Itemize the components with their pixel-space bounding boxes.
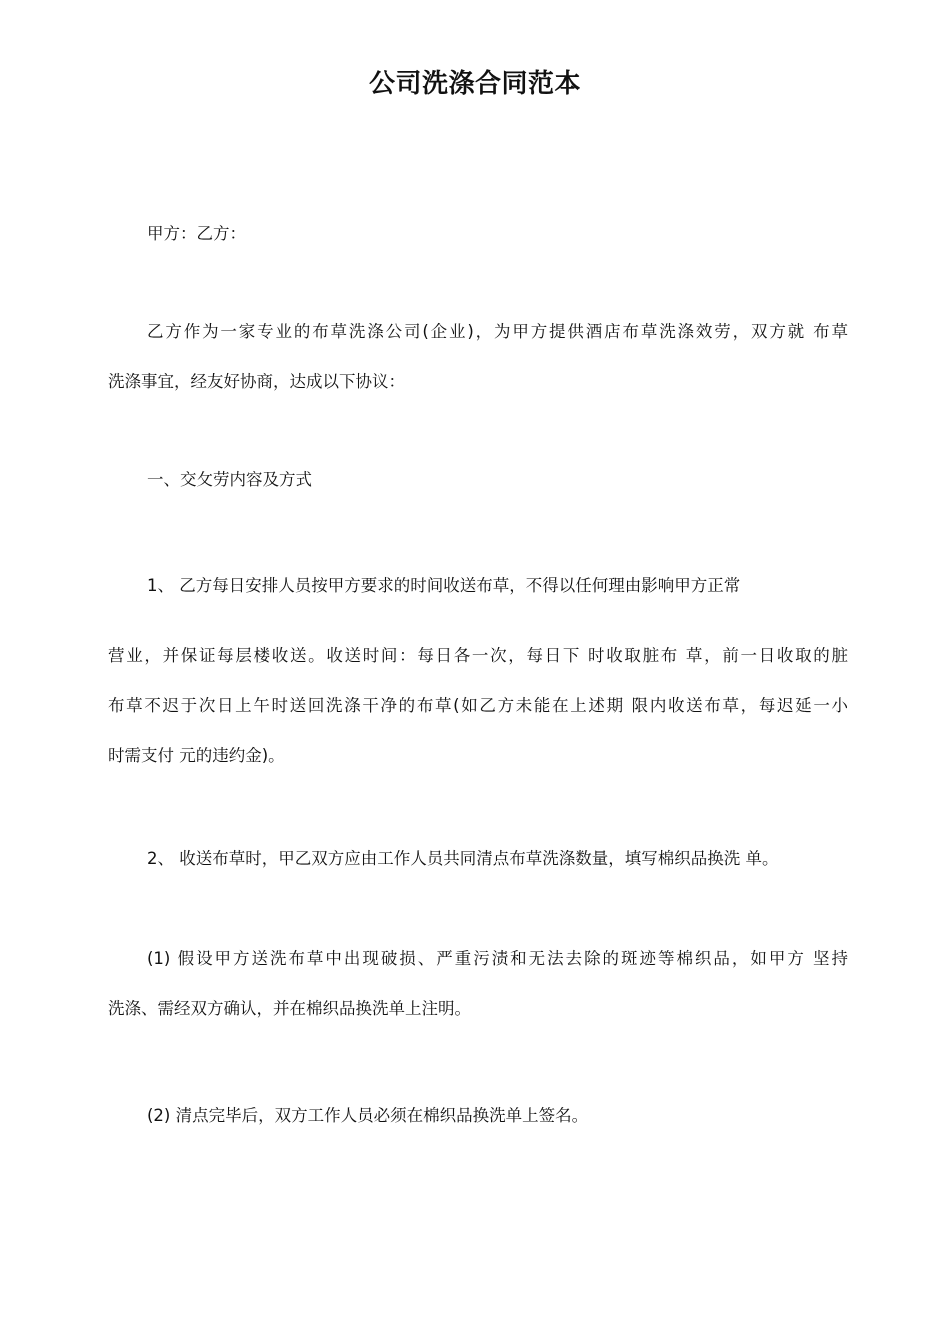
parties-line: 甲方：乙方： — [147, 224, 246, 243]
sub-clause-2: (2) 清点完毕后，双方工作人员必须在棉织品换洗单上签名。 — [147, 1106, 589, 1125]
clause-1-line-1: 1、 乙方每日安排人员按甲方要求的时间收送布草，不得以任何理由影响甲方正常 — [147, 576, 741, 595]
clause-1-line-4: 时需支付 元的违约金)。 — [108, 746, 285, 765]
document-title: 公司洗涤合同范本 — [368, 69, 581, 99]
clause-1-line-3: 布草不迟于次日上午时送回洗涤干净的布草(如乙方未能在上述期 限内收送布草，每迟延一小 — [108, 696, 848, 715]
clause-2: 2、 收送布草时，甲乙双方应由工作人员共同清点布草洗涤数量，填写棉织品换洗 单。 — [147, 849, 779, 868]
intro-line-1: 乙方作为一家专业的布草洗涤公司(企业)，为甲方提供酒店布草洗涤效劳，双方就 布草 — [147, 322, 848, 341]
section-heading: 一、交攵劳内容及方式 — [147, 470, 312, 489]
clause-1-line-2: 营业，并保证每层楼收送。收送时间：每日各一次，每日下 时收取脏布 草，前一日收取的脏 — [108, 646, 848, 665]
sub-clause-1-line-1: (1) 假设甲方送洗布草中出现破损、严重污渍和无法去除的斑迹等棉织品，如甲方 坚持 — [147, 949, 848, 968]
sub-clause-1-line-2: 洗涤、需经双方确认，并在棉织品换洗单上注明。 — [108, 999, 471, 1018]
intro-line-2: 洗涤事宜，经友好协商，达成以下协议： — [108, 372, 405, 391]
